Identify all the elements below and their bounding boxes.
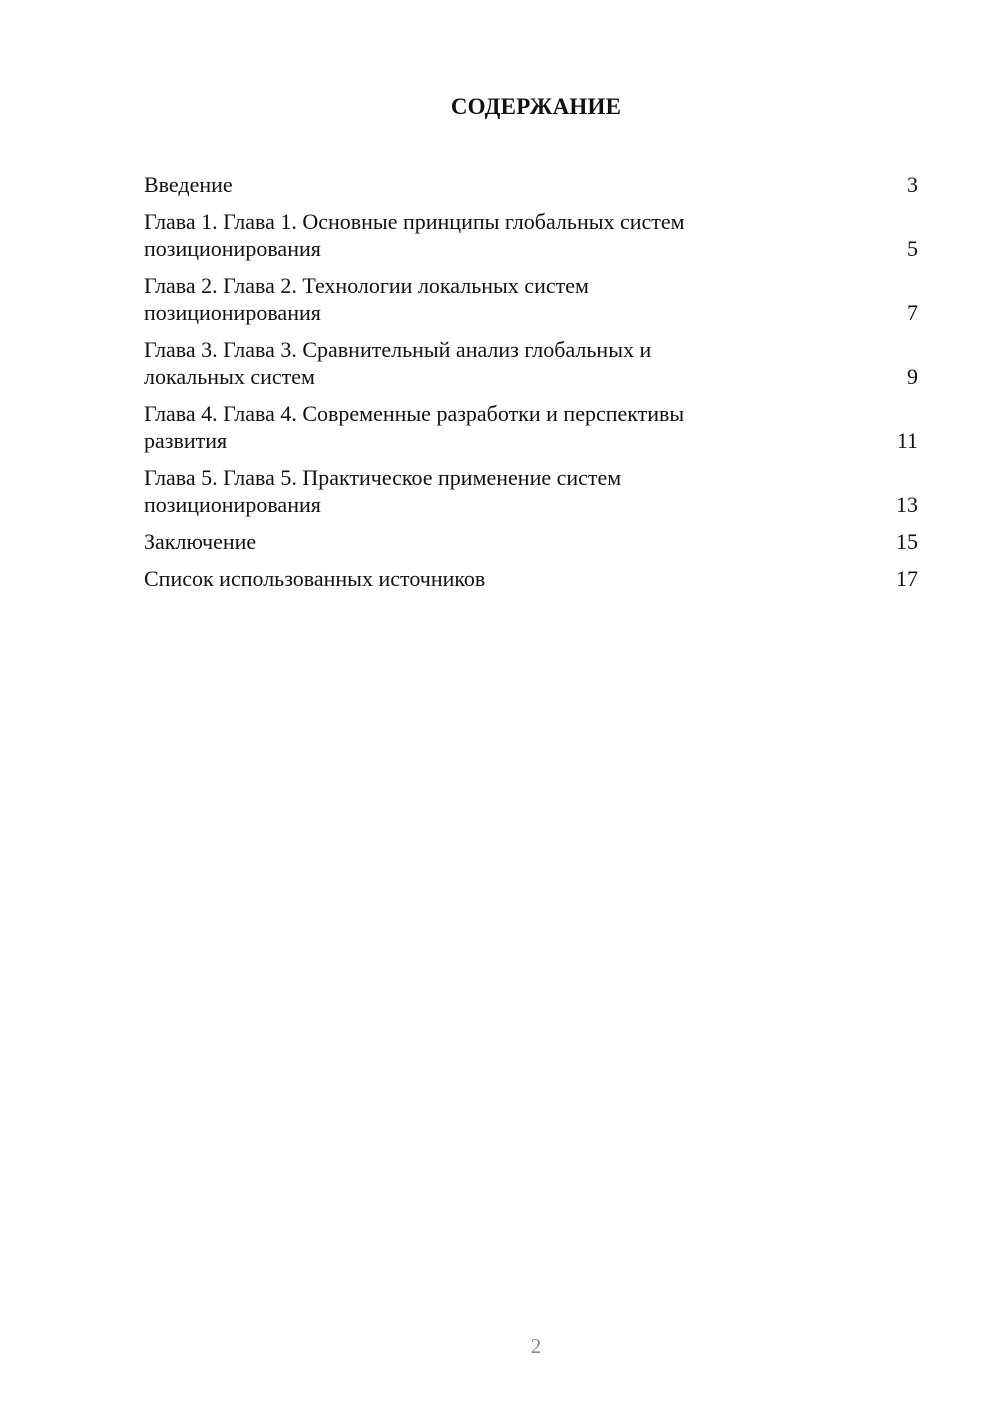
toc-entry-text: Глава 4. Глава 4. Современные разработки и перспективы развития bbox=[144, 401, 685, 453]
toc-entry-chapter-3[interactable] bbox=[144, 336, 918, 390]
page-number: 2 bbox=[530, 1334, 542, 1358]
toc-entry-text: Глава 5. Глава 5. Практическое применение систем позиционирования bbox=[144, 465, 622, 517]
toc-entry-chapter-1[interactable] bbox=[144, 208, 918, 262]
toc-entry-text: Глава 2. Глава 2. Технологии локальных систем позиционирования bbox=[144, 273, 589, 325]
toc-entry-introduction[interactable] bbox=[144, 171, 918, 198]
toc-entry-page: 3 bbox=[907, 172, 918, 197]
toc-entry-text: Глава 3. Глава 3. Сравнительный анализ глобальных и локальных систем bbox=[144, 337, 652, 389]
table-of-contents bbox=[144, 171, 918, 602]
toc-entry-page: 11 bbox=[896, 428, 918, 453]
toc-entry-page: 5 bbox=[907, 236, 918, 261]
toc-entry-text: Заключение bbox=[144, 529, 257, 554]
toc-entry-chapter-4[interactable] bbox=[144, 400, 918, 454]
toc-entry-page: 15 bbox=[896, 529, 918, 554]
toc-entry-text: Список использованных источников bbox=[144, 566, 486, 591]
toc-entry-references[interactable] bbox=[144, 565, 918, 592]
toc-entry-chapter-2[interactable] bbox=[144, 272, 918, 326]
toc-entry-conclusion[interactable] bbox=[144, 528, 918, 555]
toc-entry-page: 17 bbox=[896, 566, 918, 591]
toc-entry-page: 9 bbox=[907, 364, 918, 389]
toc-entry-page: 13 bbox=[896, 492, 918, 517]
toc-entry-text: Введение bbox=[144, 172, 233, 197]
toc-entry-text: Глава 1. Глава 1. Основные принципы глобальных систем позиционирования bbox=[144, 209, 685, 261]
toc-entry-page: 7 bbox=[907, 300, 918, 325]
toc-entry-chapter-5[interactable] bbox=[144, 464, 918, 518]
page-title: СОДЕРЖАНИЕ bbox=[450, 94, 622, 119]
